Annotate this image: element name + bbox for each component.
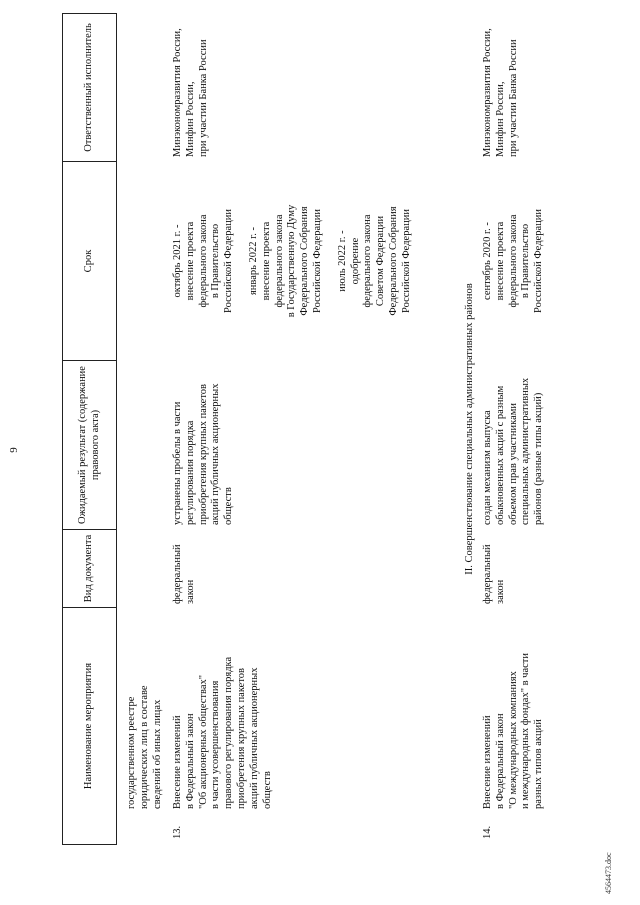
row13-result-line: приобретения крупных пакетов: [197, 383, 209, 525]
term-spacer: [236, 163, 248, 359]
row14-result-line: объемом прав участниками: [507, 402, 519, 525]
header-resp-text: Ответственный исполнитель: [83, 23, 95, 152]
row13-term-line: федерального закона: [197, 214, 209, 308]
document-code: 4564473.doc: [604, 852, 613, 894]
row13-term-line: федерального закона: [273, 214, 285, 308]
header-resp: [62, 13, 117, 162]
row13-term-line: одобрение: [349, 237, 361, 285]
continuation-line: сведений об иных лицах: [151, 699, 163, 809]
header-name-text: Наименование мероприятия: [83, 662, 95, 790]
row13-type-line: закон: [184, 579, 196, 604]
header-type: [62, 529, 117, 608]
continuation-line: государственном реестре: [126, 696, 137, 809]
row13-term-line: федерального закона: [362, 214, 374, 308]
section-title: II. Совершенствование специальных административных районов: [464, 283, 475, 575]
row13-name-line: акций публичных акционерных: [248, 667, 260, 809]
row13-term-line: Федерального Собрания: [387, 206, 399, 316]
header-term-text: Срок: [83, 249, 95, 273]
row14-term-line: федерального закона: [507, 214, 519, 308]
row14-name-line: и международных фондах" в части: [520, 653, 532, 809]
row14-resp-line: Минэкономразвития России,: [482, 28, 493, 157]
row13-name-line: приобретения крупных пакетов: [235, 667, 247, 809]
row14-result: [482, 363, 546, 525]
row13-name-line: в части усовершенствования: [210, 680, 222, 809]
row14-name-line: "О международных компаниях: [507, 671, 519, 809]
continuation-line: юридических лиц в составе: [138, 685, 150, 809]
row14-number: 14.: [482, 825, 493, 839]
row13-term-line: Российской Федерации: [311, 209, 323, 313]
header-result-text: Ожидаемый результат (содержание правового акта): [76, 366, 101, 524]
row13-result-line: регулирования порядка: [184, 420, 196, 525]
row13-name-line: "Об акционерных обществах": [197, 674, 209, 809]
row13-type-line: федеральный: [172, 544, 183, 604]
header-term: [62, 161, 117, 361]
term-spacer: [325, 163, 337, 359]
row13-name-line: обществ: [261, 771, 273, 809]
row13-term-line: октябрь 2021 г. -: [172, 224, 183, 298]
row13-term-line: внесение проекта: [260, 221, 272, 301]
row14-resp-line: при участии Банка России: [507, 39, 519, 157]
row13-resp-line: Минэкономразвития России,: [172, 28, 183, 157]
row14-term-line: внесение проекта: [494, 221, 506, 301]
row14-term: [482, 163, 546, 359]
page-number: 9: [8, 447, 20, 453]
row13-name-line: в Федеральный закон: [184, 713, 196, 809]
row14-resp-line: Минфин России,: [494, 81, 506, 157]
row13-term-line: январь 2022 г. -: [247, 226, 259, 296]
row13-resp: [172, 12, 210, 157]
header-name: [62, 607, 117, 845]
row14-term-line: Российской Федерации: [533, 209, 545, 313]
row13-type: [172, 530, 198, 604]
row13-term-line: Российской Федерации: [400, 209, 412, 313]
row13-resp-line: Минфин России,: [184, 81, 196, 157]
row14-result-line: районов (разные типы акций): [533, 392, 545, 525]
row14-type-line: закон: [494, 579, 506, 604]
row13-result-line: акций публичных акционерных: [210, 383, 222, 525]
row13-result: [172, 363, 236, 525]
row13-term-line: Российской Федерации: [223, 209, 235, 313]
row13-term-line: внесение проекта: [184, 221, 196, 301]
row14-name-line: Внесение изменений: [482, 715, 493, 809]
row14-term-line: в Правительство: [520, 223, 532, 299]
row14-term-line: сентябрь 2020 г. -: [482, 222, 493, 300]
row13-name: [172, 609, 274, 809]
row13-result-line: обществ: [223, 487, 235, 525]
row14-result-line: специальных административных: [520, 377, 532, 525]
row14-name-line: в Федеральный закон: [494, 713, 506, 809]
row14-type: [482, 530, 508, 604]
row13-term-line: Федерального Собрания: [299, 206, 311, 316]
header-type-text: Вид документа: [83, 534, 95, 603]
row13-term-line: в Государственную Думу: [286, 204, 298, 318]
row13-name-line: Внесение изменений: [172, 715, 183, 809]
row13-term-line: июль 2022 г. -: [336, 230, 348, 292]
row13-term: [172, 163, 414, 359]
row14-name: [482, 609, 546, 809]
row13-result-line: устранены пробелы в части: [172, 401, 183, 525]
row14-name-line: разных типов акций: [533, 719, 545, 809]
row13-name-line: правового регулирования порядка: [223, 656, 235, 809]
row14-resp: [482, 12, 520, 157]
row13-resp-line: при участии Банка России: [197, 39, 209, 157]
row14-result-line: создан механизм выпуска: [482, 410, 493, 525]
row13-term-line: Советом Федерации: [375, 215, 387, 307]
row14-type-line: федеральный: [482, 544, 493, 604]
header-result: [62, 360, 117, 530]
row13-number: 13.: [172, 825, 183, 839]
continuation-name: [126, 609, 164, 809]
row14-result-line: обыкновенных акций с разным: [494, 385, 506, 525]
row13-term-line: в Правительство: [210, 223, 222, 299]
